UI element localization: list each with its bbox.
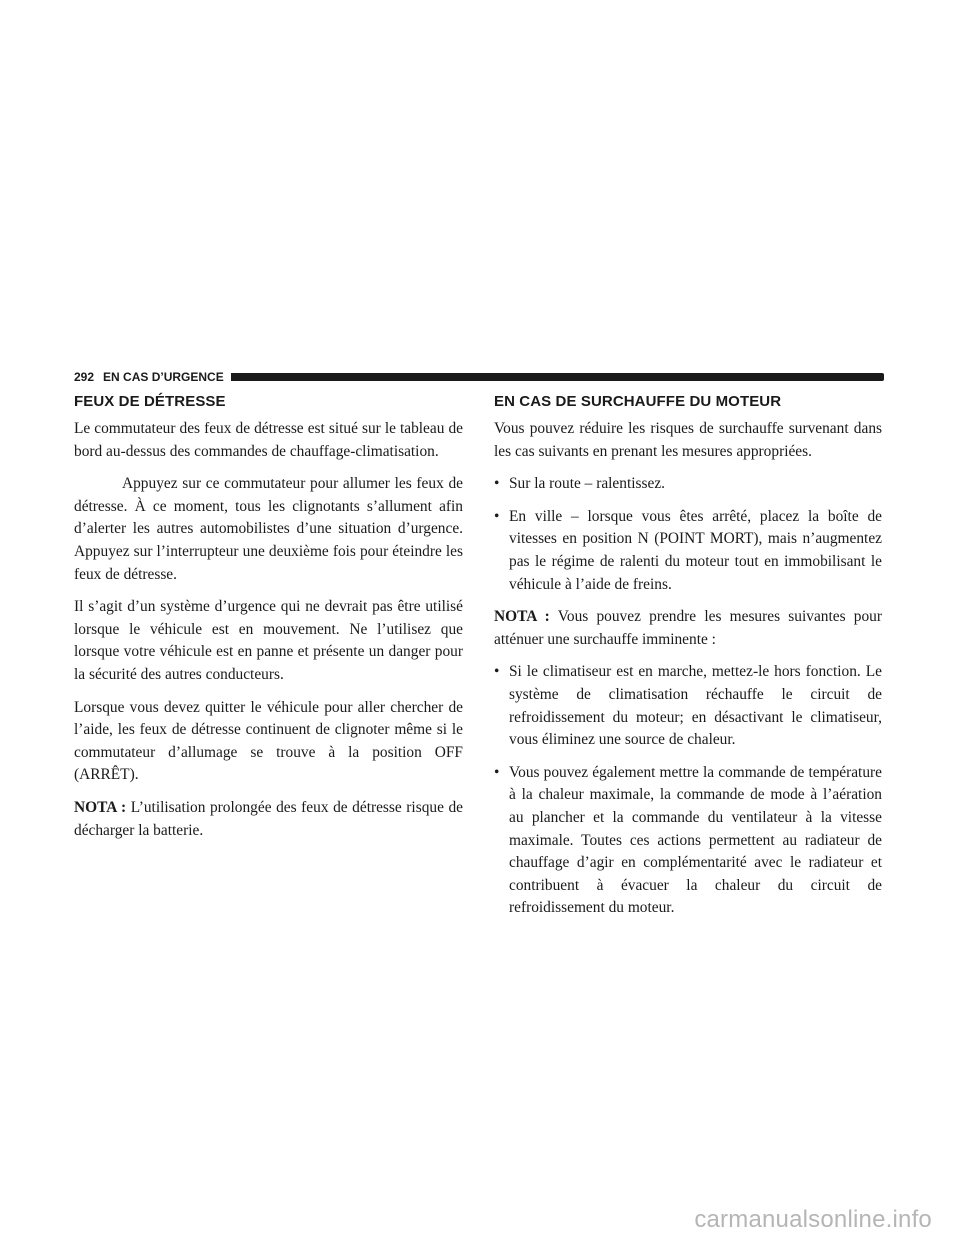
- overheating-heading: EN CAS DE SURCHAUFFE DU MOTEUR: [494, 393, 782, 410]
- paragraph: Il s’agit d’un système d’urgence qui ne devrait pas être utilisé lorsque le véhicule est en mouvement. Ne l’utilisez que lorsque votre véhicule est en panne et présente un danger pour la sécurité des autres conducteurs.: [74, 598, 463, 683]
- list-item: • En ville – lorsque vous êtes arrêté, placez la boîte de vitesses en position N (POINT MORT), mais n’augmentez pas le régime de ralenti du moteur tout en immobilisant le véhicule à l’aide de freins.: [494, 507, 882, 593]
- page-header: [74, 369, 884, 385]
- list-item: • Sur la route – ralentissez.: [494, 473, 882, 496]
- section-title: EN CAS D’URGENCE: [103, 370, 224, 384]
- bullet-list: [494, 473, 882, 596]
- header-rule: [231, 373, 884, 381]
- bullet-icon: •: [494, 663, 500, 681]
- bullet-list: [494, 661, 882, 920]
- left-column: [74, 393, 463, 852]
- note-paragraph: [74, 797, 463, 842]
- watermark: carmanualsonline.info: [694, 1206, 932, 1233]
- hazard-lights-heading: FEUX DE DÉTRESSE: [74, 393, 226, 410]
- note-text: Vous pouvez prendre les mesures suivantes pour atténuer une surchauffe imminente :: [494, 608, 882, 648]
- note-text: L’utilisation prolongée des feux de détresse risque de décharger la batterie.: [74, 798, 464, 839]
- bullet-icon: •: [494, 507, 500, 525]
- paragraph: Vous pouvez réduire les risques de surchauffe survenant dans les cas suivants en prenant les mesures appropriées.: [494, 420, 882, 460]
- note-label: NOTA :: [494, 608, 550, 626]
- paragraph: Lorsque vous devez quitter le véhicule pour aller chercher de l’aide, les feux de détresse continuent de clignoter même si le commutateur d’allumage se trouve à la position OFF (ARRÊT).: [74, 698, 463, 784]
- right-column: [494, 393, 882, 930]
- note-label: NOTA :: [74, 798, 127, 816]
- list-item: • Vous pouvez également mettre la commande de température à la chaleur maximale, la commande de mode à l’aération au plancher et la commande du ventilateur à la vitesse maximale. Toutes ces actions permettent au radiateur de chauffage d’agir en complémentarité avec le radiateur et contribuent à évacuer la chaleur du circuit de refroidissement du moteur.: [494, 763, 882, 917]
- bullet-icon: •: [494, 475, 500, 493]
- paragraph: Appuyez sur ce commutateur pour allumer les feux de détresse. À ce moment, tous les clignotants s’allument afin d’alerter les autres automobilistes d’une situation d’urgence. Appuyez sur l’interrupteur une deuxième fois pour éteindre les feux de détresse.: [74, 475, 463, 583]
- note-paragraph: [494, 606, 882, 651]
- page-number: 292: [74, 370, 95, 384]
- bullet-icon: •: [494, 763, 500, 781]
- paragraph: Le commutateur des feux de détresse est situé sur le tableau de bord au-dessus des commandes de chauffage-climatisation.: [74, 420, 463, 460]
- list-item: • Si le climatiseur est en marche, mettez-le hors fonction. Le système de climatisation réchauffe le circuit de refroidissement du moteur; en désactivant le climatiseur, vous éliminez une source de chaleur.: [494, 663, 882, 749]
